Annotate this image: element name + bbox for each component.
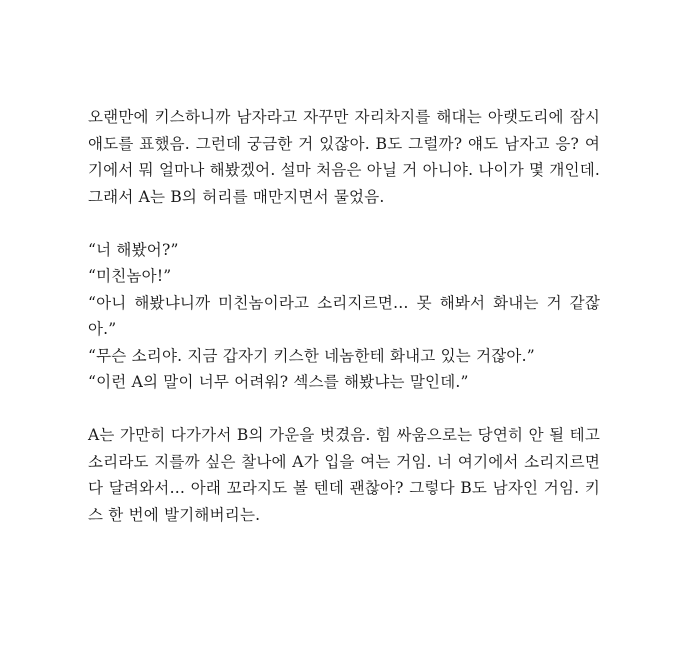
paragraph-spacer <box>88 396 600 423</box>
dialogue-line-3: “아니 해봤냐니까 미친놈이라고 소리지르면… 못 해봐서 화내는 거 같잖아.” <box>88 293 600 338</box>
dialogue-line-5: “이런 A의 말이 너무 어려워? 섹스를 해봤냐는 말인데.” <box>88 373 469 391</box>
narration-paragraph-1: 오랜만에 키스하니까 남자라고 자꾸만 자리차지를 해대는 아랫도리에 잠시 애도를 표했음. 그런데 궁금한 거 있잖아. B도 그럴까? 얘도 남자고 응? 여기에서 뭐 얼마나 해봤겠어. 설마 처음은 아닐 거 아니야. 나이가 몇 개인데. 그래서 A는 B의 허리를 매만지면서 물었음. <box>88 108 600 206</box>
dialogue-line-1: “너 해봤어?” <box>88 240 179 259</box>
paragraph-spacer <box>88 210 600 237</box>
dialogue-block <box>88 237 600 396</box>
dialogue-line-4: “무슨 소리야. 지금 갑자기 키스한 네놈한테 화내고 있는 거잖아.” <box>88 346 535 365</box>
narration-paragraph-2: A는 가만히 다가가서 B의 가운을 벗겼음. 힘 싸움으로는 당연히 안 될 테고 소리라도 지를까 싶은 찰나에 A가 입을 여는 거임. 너 여기에서 소리지르면 다 달려와서… 아래 꼬라지도 볼 텐데 괜찮아? 그렇다 B도 남자인 거임. 키스 한 번에 발기해버리는. <box>88 426 600 524</box>
document-body <box>88 104 600 528</box>
dialogue-line-2: “미친놈아!” <box>88 267 172 285</box>
